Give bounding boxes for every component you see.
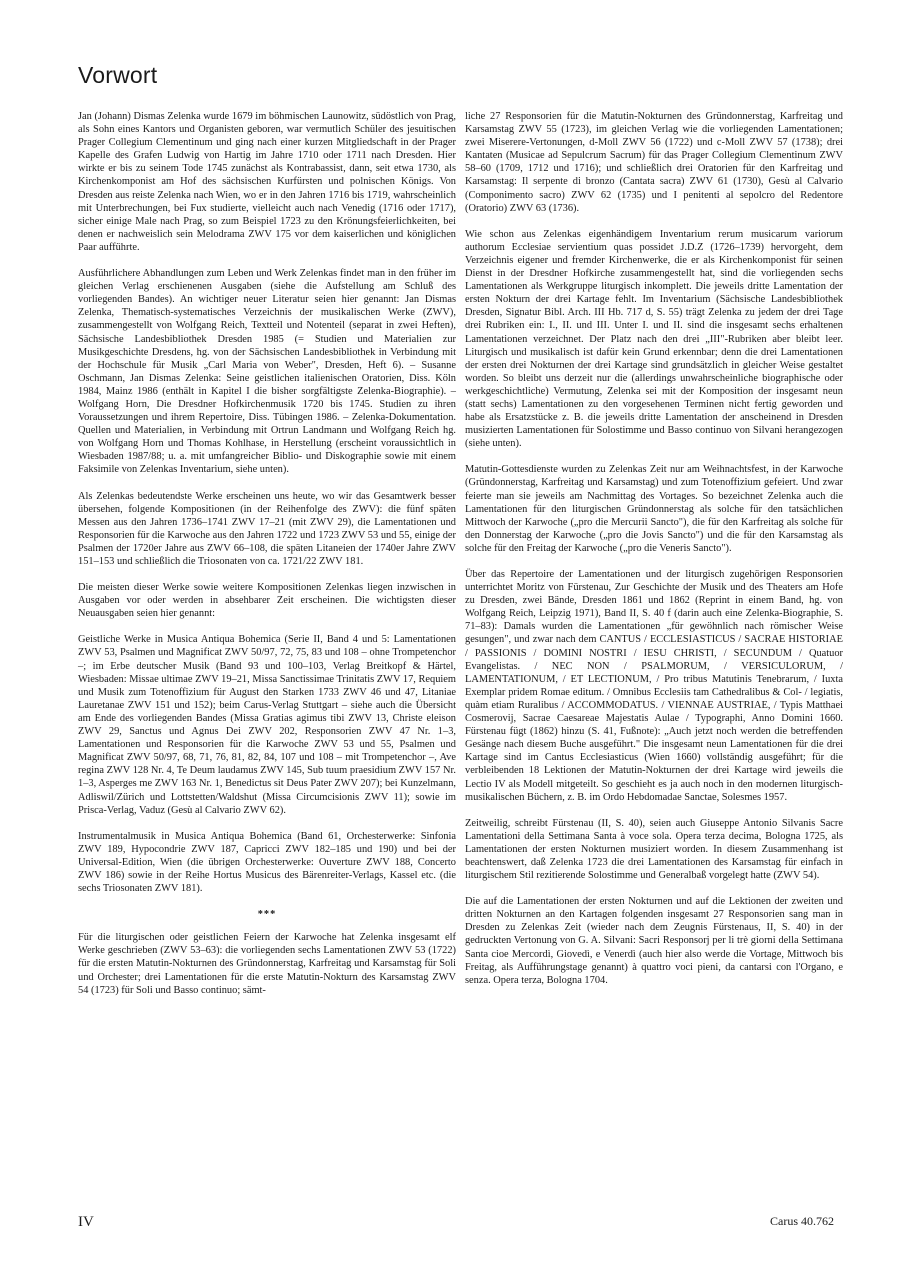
right-column [465, 110, 843, 1000]
page-number: IV [78, 1214, 94, 1230]
paragraph: Die meisten dieser Werke sowie weitere Kompositionen Zelenkas liegen inzwischen in Ausgaben vor oder werden in absehbarer Zeit erscheinen. Die wichtigsten dieser Neuausgaben seien hier genannt: [78, 582, 456, 620]
paragraph: Geistliche Werke in Musica Antiqua Bohemica (Serie II, Band 4 und 5: Lamentationen ZWV 53, Psalmen und Magnificat ZWV 50/97, 72, 75, 83 und 108 – ohne Trompetenchor –; im Erbe deutscher Musik (Band 93 und 100–103, Verlag Breitkopf & Härtel, Wiesbaden: Missae ultimae ZWV 19–21, Missa Sanctissimae Trinitatis ZWV 17, Requiem und Musik zum Totenoffizium für August den Starken 1733 ZWV 46 und 47, Litaniae Lauretanae ZWV 151 und 152); beim Carus-Verlag Stuttgart – siehe auch die Übersicht am Ende des vorliegenden Bandes (Missa Gratias agimus tibi ZWV 13, Christe eleison ZWV 29, Sanctus und Agnus Dei ZWV 202, Responsorien ZWV 47 Nr. 1–3, Lamentationen und Responsorien für die Karwoche ZWV 53 und 55, Psalmen und Magnificat ZWV 50/97, 68, 71, 76, 81, 82, 84, 107 und 108 – mit Trompetenchor –, Ave regina ZWV 128 Nr. 4, Te Deum laudamus ZWV 145, Sub tuum praesidium ZWV 157 Nr. 1–3, Asperges me ZWV 163 Nr. 1, Benedictus sit Deus Pater ZWV 207); bei Kunzelmann, Adliswil/Zürich und Lottstetten/Waldshut (Missa Circumcisionis ZWV 11); sowie im Prisca-Verlag, Vaduz (Gesù al Calvario ZWV 62). [78, 634, 456, 816]
paragraph: Für die liturgischen oder geistlichen Feiern der Karwoche hat Zelenka insgesamt elf Werke geschrieben (ZWV 53–63): die vorliegenden sechs Lamentationen ZWV 53 (1722) für die ersten Matutin-Nokturnen des Gründonnerstag, Karfreitag und Karsamstag für Soli und Orchester; drei Lamentationen für die erste Matutin-Nokturn des Karsamstag ZWV 54 (1723) für Soli und Basso continuo; sämt- [78, 932, 456, 996]
paragraph: liche 27 Responsorien für die Matutin-Nokturnen des Gründonnerstag, Karfreitag und Karsamstag ZWV 55 (1723), im gleichen Verlag wie die vorliegenden Lamentationen; zwei Miserere-Vertonungen, d-Moll ZWV 56 (1722) und c-Moll ZWV 57 (1738); drei Kantaten (Musicae ad Sepulcrum Sacrum) für das Prager Collegium Clementinum ZWV 58–60 (1709, 1712 und 1716); und schließlich drei Oratorien für den Karfreitag und Karsamstag: Il serpente di bronzo (Cantata sacra) ZWV 61 (1730), Gesù al Calvario (Componimento sacro) ZWV 62 (1735) und I penitenti al sepolcro del Redentore (Oratorio) ZWV 63 (1736). [465, 111, 843, 214]
page-title: Vorwort [78, 62, 158, 88]
paragraph: Als Zelenkas bedeutendste Werke erscheinen uns heute, wo wir das Gesamtwerk besser übersehen, folgende Kompositionen (in der Reihenfolge des ZWV): die fünf späten Messen aus den Jahren 1736–1741 ZWV 17–21 (mit ZWV 29), die Lamentationen und Responsorien für die Karwoche aus den Jahren 1722 und 1723 ZWV 53 und 55, einige der Psalmen der 1720er Jahre aus ZWV 66–108, die späten Litaneien der 1740er Jahre ZWV 151–153 und schließlich die Triosonaten von ca. 1721/22 ZWV 181. [78, 490, 456, 567]
paragraph: Instrumentalmusik in Musica Antiqua Bohemica (Band 61, Orchesterwerke: Sinfonia ZWV 189, Hypocondrie ZWV 187, Capricci ZWV 182–185 und 190) und bei der Universal-Edition, Wien (die übrigen Orchesterwerke: Ouverture ZWV 188, Concerto ZWV 186) sowie in der Reihe Hortus Musicus des Bärenreiter-Verlags, Kassel etc. (die sechs Triosonaten ZWV 181). [78, 830, 456, 895]
left-column [78, 110, 456, 1010]
paragraph: Über das Repertoire der Lamentationen und der liturgisch zugehörigen Responsorien unterrichtet Moritz von Fürstenau, Zur Geschichte der Musik und des Theaters am Hofe zu Dresden, zwei Bände, Dresden 1861 und 1862 (Reprint in einem Band, hg. von Wolfgang Reich, Leipzig 1971), Band II, S. 40 f (darin auch eine Zelenka-Biographie, S. 71–83): Damals wurden die Lamentationen „für gewöhnlich nach römischer Weise gesungen", und zwar nach dem CANTUS / ECCLESIASTICUS / SACRAE HISTORIAE / PASSIONIS / DOMINI NOSTRI / IESU CHRISTI, / SECUNDUM / Quatuor Evangelistas. / NEC NON / PSALMORUM, / VERSICULORUM, / LAMENTATIONUM, / ET LECTIONUM, / Pro tribus Matutinis Tenebrarum, / Iuxta Exemplar pridem Romae editum. / Omnibus Ecclesiis tam Cathedralibus & Col- / legiatis, quàm etiam Ruralibus / ACCOMMODATUS. / VIENNAE AUSTRIAE, / Typis Matthaei Cosmerovij, Sacrae Caesareae Majestatis Aulae / Typographi, Anno Domini 1660. Fürstenau fügt (1862) hinzu (S. 41, Fußnote): „Auch jetzt noch werden die betreffenden Gesänge nach diesem Buche ausgeführt." Die insgesamt neun Lamentationen für die drei Kartage sind im Cantus Ecclesiasticus (Wien 1660) vollständig ausgeführt; für die verbleibenden 18 Lektionen der Matutin-Nokturnen der drei Kartage wird jeweils die Lectio IV als Modell mitgeteilt. So geschieht es ja auch noch in den modernen liturgisch-musikalischen Büchern, z. B. im Ordo Hebdomadae Sanctae, Solesmes 1957. [465, 569, 843, 803]
paragraph: Zeitweilig, schreibt Fürstenau (II, S. 40), seien auch Giuseppe Antonio Silvanis Sacre Lamentationi della Settimana Santa à voce sola. Opera terza decima, Bologna 1725, als Lamentationen der ersten Nokturnen musiziert worden. In diesem Zusammenhang ist beachtenswert, daß Zelenka 1723 die drei Lamentationen des Karsamstag für einfach in liturgischem Stil rezitierende Solostimme und Generalbaß vorgelegt hatte (ZWV 54). [465, 817, 843, 882]
paragraph: Ausführlichere Abhandlungen zum Leben und Werk Zelenkas findet man in den früher im gleichen Verlag erschienenen Ausgaben (siehe die Aufstellung am Schluß des vorliegenden Bandes). An wichtiger neuer Literatur seien hier genannt: Jan Dismas Zelenka, Thematisch-systematisches Verzeichnis der musikalischen Werke (ZWV), zusammengestellt von Wolfgang Reich, Textteil und Notenteil (separat in zwei Heften), Sächsische Landesbibliothek Dresden 1985 (= Studien und Materialien zur Musikgeschichte Dresdens, hg. von der Sächsischen Landesbibliothek in Verbindung mit der Hochschule für Musik „Carl Maria von Weber", Dresden, Heft 6). – Susanne Oschmann, Jan Dismas Zelenka: Seine geistlichen italienischen Oratorien, Diss. Köln 1984, Mainz 1986 (enthält in Kapitel I die bisher sorgfältigste Zelenka-Biographie). – Wolfgang Horn, Die Dresdner Hofkirchenmusik 1720 bis 1745. Studien zu ihren Voraussetzungen und ihrem Repertoire, Diss. Tübingen 1986. – Zelenka-Dokumentation. Quellen und Materialien, in Verbindung mit Ortrun Landmann und Wolfgang Reich hg. von Wolfgang Horn und Thomas Kohlhase, in Herstellung (erscheint voraussichtlich in Wiesbaden 1987/88; u. a. mit umfangreicher Biblio- und Diskographie sowie mit einem Faksimile von Zelenkas Inventarium, siehe unten). [78, 268, 456, 476]
section-separator: *** [257, 909, 277, 921]
catalog-reference: Carus 40.762 [770, 1214, 834, 1228]
paragraph: Matutin-Gottesdienste wurden zu Zelenkas Zeit nur am Weihnachtsfest, in der Karwoche (Gründonnerstag, Karfreitag und Karsamstag) und zum Totenoffizium gefeiert. Und zwar feierte man sie jeweils am Nachmittag des Vortages. So bezeichnet Zelenka auch die Lamentationen für den liturgischen Gründonnerstag als solche für den tatsächlichen Mittwoch der Karwoche („pro die Mercurii Sancto"), die für den Karfreitag als solche für den Donnerstag der Karwoche („pro die Jovis Sancto") und die für den Karsamstag als solche für den Freitag der Karwoche („pro die Veneris Sancto"). [465, 464, 843, 554]
paragraph: Die auf die Lamentationen der ersten Nokturnen und auf die Lektionen der zweiten und dritten Nokturnen an den Kartagen folgenden insgesamt 27 Responsorien sang man in Dresden zu Zelenkas Zeit (wieder nach dem Zeugnis Fürstenaus, II, S. 40) in der gedruckten Vertonung von G. A. Silvani: Sacri Responsorj per li trè giorni della Settimana Santa cioe Mercordì, Giovedì, e Venerdì (auch hier also werde die Vortage, Mittwoch bis Freitag, als Aufführungstage genannt) à quattro voci pieni, da cantarsi con l'Organo, e senza. Opera terza, Bologna 1704. [465, 896, 843, 986]
paragraph: Wie schon aus Zelenkas eigenhändigem Inventarium rerum musicarum variorum authorum Ecclesiae servientium quas possidet J.D.Z (1726–1739) hervorgeht, dem Verzeichnis eigener und fremder Kirchenwerke, die er als Kirchenkomponist für seinen Dienst in der Dresdner Hofkirche zusammengestellt hat, sind die vorliegenden sechs Lamentationen als Werkgruppe liturgisch inkomplett. Die jeweils dritte Lamentation der ersten Nokturn der drei Kartage fehlt. Im Inventarium (Sächsische Landesbibliothek Dresden, Signatur Bibl. Arch. III Hb. 717 d, S. 55) trägt Zelenka zu jedem der drei Tage drei Rubriken ein: I., II. und III. Unter I. und II. sind die insgesamt sechs erhaltenen Lamentationen verzeichnet. Der Platz nach den drei „III"-Rubriken aber bleibt leer. Liturgisch und musikalisch ist dafür kein Grund erkennbar; denn die drei Lamentationen der ersten drei Nokturnen der drei Kartage sind grundsätzlich in gleicher Weise gestaltet worden. So bleibt uns derzeit nur die (allerdings unwahrscheinliche biographische oder werkgeschichtliche) Vermutung, Zelenka sei mit der Komposition der insgesamt neun (statt sechs) Lamentationen zu den vorgesehenen Terminen nicht fertig geworden und habe als Ersatzstücke z. B. die jeweils dritte Lamentation der anscheinend in Dresden musizierten Lamentationen für Solostimme und Basso continuo von Silvani herangezogen (siehe unten). [465, 228, 843, 450]
paragraph: Jan (Johann) Dismas Zelenka wurde 1679 im böhmischen Launowitz, südöstlich von Prag, als Sohn eines Kantors und Organisten geboren, war vermutlich Schüler des jesuitischen Prager Collegium Clementinum und ging nach einer kurzen Mitgliedschaft in der Prager Kapelle des Grafen Ludwig von Hartig im Jahre 1710 oder 1711 nach Dresden. Hier wirkte er bis zu seinem Tode 1745 zunächst als Kontrabassist, dann, seit etwa 1730, als Kirchenkomponist am Hof des sächsischen Kurfürsten und polnischen Königs. Von Dresden aus reiste Zelenka nach Wien, wo er in den Jahren 1716 bis 1719, wahrscheinlich mit Unterbrechungen, bei Fux studierte, vielleicht auch nach Venedig (1716 oder 1717), sicher einige Male nach Prag, so zum Beispiel 1723 zu den Krönungsfeierlichkeiten, bei denen er nachweislich sein Melodrama ZWV 175 vor dem kaiserlichen und königlichen Paar aufführte. [78, 111, 456, 253]
